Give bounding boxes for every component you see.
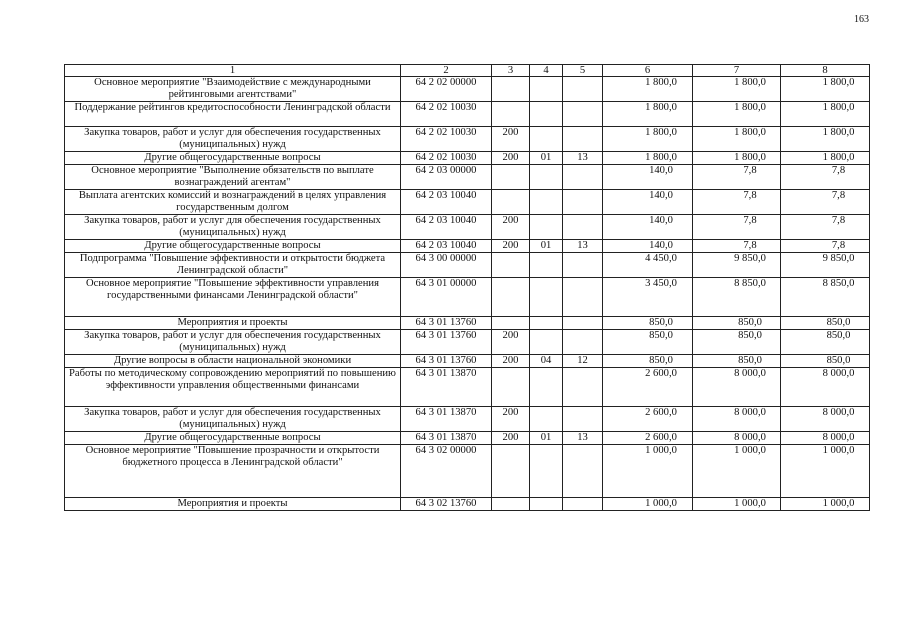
amount-col-8-cell: 1 800,0 [781,102,870,127]
header-row [65,65,870,77]
expense-type-cell: 200 [492,152,530,165]
section-cell [530,127,563,152]
target-code-cell: 64 3 01 13760 [401,330,492,355]
item-name-cell: Поддержание рейтингов кредитоспособности Ленинградской области [65,102,401,127]
expense-type-cell: 200 [492,355,530,368]
amount-col-7-cell: 1 000,0 [693,498,781,511]
section-cell [530,165,563,190]
header-col-6: 6 [603,65,693,77]
section-cell: 01 [530,240,563,253]
amount-col-8-cell: 8 000,0 [781,368,870,407]
subsection-cell [563,127,603,152]
item-name-cell: Закупка товаров, работ и услуг для обеспечения государственных (муниципальных) нужд [65,407,401,432]
target-code-cell: 64 3 01 13870 [401,368,492,407]
subsection-cell [563,498,603,511]
amount-col-8-cell: 7,8 [781,165,870,190]
expense-type-cell [492,77,530,102]
subsection-cell [563,407,603,432]
item-name-cell: Работы по методическому сопровождению мероприятий по повышению эффективности управления общественными финансами [65,368,401,407]
amount-col-8-cell: 8 000,0 [781,407,870,432]
table-row [65,127,870,152]
target-code-cell: 64 2 02 10030 [401,152,492,165]
amount-col-6-cell: 140,0 [603,240,693,253]
table-row [65,317,870,330]
subsection-cell: 12 [563,355,603,368]
table-row [65,368,870,407]
amount-col-6-cell: 850,0 [603,317,693,330]
expense-type-cell [492,368,530,407]
amount-col-7-cell: 850,0 [693,317,781,330]
amount-col-6-cell: 2 600,0 [603,368,693,407]
expense-type-cell [492,445,530,498]
item-name-cell: Другие вопросы в области национальной экономики [65,355,401,368]
amount-col-6-cell: 850,0 [603,355,693,368]
amount-col-6-cell: 1 800,0 [603,77,693,102]
amount-col-7-cell: 8 000,0 [693,432,781,445]
amount-col-8-cell: 9 850,0 [781,253,870,278]
amount-col-6-cell: 4 450,0 [603,253,693,278]
header-col-2: 2 [401,65,492,77]
subsection-cell [563,77,603,102]
subsection-cell [563,317,603,330]
expense-type-cell: 200 [492,432,530,445]
expense-type-cell: 200 [492,330,530,355]
amount-col-8-cell: 7,8 [781,215,870,240]
item-name-cell: Закупка товаров, работ и услуг для обеспечения государственных (муниципальных) нужд [65,215,401,240]
amount-col-7-cell: 1 800,0 [693,77,781,102]
amount-col-6-cell: 1 000,0 [603,498,693,511]
amount-col-8-cell: 850,0 [781,330,870,355]
amount-col-8-cell: 1 800,0 [781,152,870,165]
amount-col-8-cell: 1 000,0 [781,498,870,511]
amount-col-6-cell: 1 800,0 [603,127,693,152]
target-code-cell: 64 3 01 00000 [401,278,492,317]
table-row [65,330,870,355]
table-row [65,253,870,278]
subsection-cell [563,445,603,498]
subsection-cell [563,278,603,317]
table-row [65,240,870,253]
expense-type-cell: 200 [492,127,530,152]
target-code-cell: 64 3 01 13870 [401,407,492,432]
item-name-cell: Мероприятия и проекты [65,317,401,330]
subsection-cell [563,102,603,127]
expense-type-cell: 200 [492,407,530,432]
header-col-1: 1 [65,65,401,77]
amount-col-6-cell: 140,0 [603,165,693,190]
table-row [65,445,870,498]
amount-col-8-cell: 7,8 [781,190,870,215]
item-name-cell: Другие общегосударственные вопросы [65,432,401,445]
target-code-cell: 64 3 02 13760 [401,498,492,511]
amount-col-8-cell: 850,0 [781,355,870,368]
budget-table [64,64,870,511]
amount-col-6-cell: 140,0 [603,215,693,240]
target-code-cell: 64 3 00 00000 [401,253,492,278]
target-code-cell: 64 2 02 10030 [401,102,492,127]
table-row [65,278,870,317]
target-code-cell: 64 2 02 00000 [401,77,492,102]
target-code-cell: 64 2 02 10030 [401,127,492,152]
amount-col-7-cell: 7,8 [693,240,781,253]
amount-col-7-cell: 1 800,0 [693,152,781,165]
section-cell: 01 [530,432,563,445]
section-cell [530,190,563,215]
amount-col-8-cell: 8 850,0 [781,278,870,317]
amount-col-7-cell: 1 800,0 [693,102,781,127]
subsection-cell [563,165,603,190]
expense-type-cell [492,165,530,190]
amount-col-7-cell: 7,8 [693,215,781,240]
table-row [65,190,870,215]
subsection-cell: 13 [563,240,603,253]
table-row [65,432,870,445]
section-cell [530,278,563,317]
item-name-cell: Основное мероприятие "Взаимодействие с международными рейтинговыми агентствами" [65,77,401,102]
subsection-cell [563,215,603,240]
section-cell [530,445,563,498]
amount-col-7-cell: 850,0 [693,330,781,355]
header-col-5: 5 [563,65,603,77]
section-cell [530,498,563,511]
section-cell [530,330,563,355]
subsection-cell [563,330,603,355]
target-code-cell: 64 3 01 13870 [401,432,492,445]
expense-type-cell: 200 [492,240,530,253]
amount-col-8-cell: 1 800,0 [781,77,870,102]
amount-col-6-cell: 2 600,0 [603,432,693,445]
target-code-cell: 64 3 01 13760 [401,317,492,330]
amount-col-7-cell: 1 800,0 [693,127,781,152]
item-name-cell: Основное мероприятие "Повышение прозрачности и открытости бюджетного процесса в Ленинградской области" [65,445,401,498]
section-cell [530,102,563,127]
target-code-cell: 64 2 03 10040 [401,215,492,240]
amount-col-6-cell: 1 000,0 [603,445,693,498]
expense-type-cell [492,498,530,511]
amount-col-7-cell: 9 850,0 [693,253,781,278]
amount-col-6-cell: 3 450,0 [603,278,693,317]
amount-col-8-cell: 1 000,0 [781,445,870,498]
amount-col-7-cell: 8 000,0 [693,368,781,407]
section-cell: 04 [530,355,563,368]
target-code-cell: 64 2 03 10040 [401,240,492,253]
header-col-8: 8 [781,65,870,77]
section-cell [530,407,563,432]
amount-col-7-cell: 7,8 [693,190,781,215]
amount-col-7-cell: 8 000,0 [693,407,781,432]
subsection-cell [563,253,603,278]
item-name-cell: Подпрограмма "Повышение эффективности и открытости бюджета Ленинградской области" [65,253,401,278]
expense-type-cell [492,278,530,317]
header-col-7: 7 [693,65,781,77]
amount-col-6-cell: 140,0 [603,190,693,215]
section-cell: 01 [530,152,563,165]
amount-col-6-cell: 2 600,0 [603,407,693,432]
table-row [65,77,870,102]
table-row [65,355,870,368]
target-code-cell: 64 3 01 13760 [401,355,492,368]
amount-col-6-cell: 1 800,0 [603,102,693,127]
section-cell [530,317,563,330]
expense-type-cell [492,253,530,278]
target-code-cell: 64 2 03 00000 [401,165,492,190]
amount-col-7-cell: 7,8 [693,165,781,190]
table-row [65,498,870,511]
amount-col-6-cell: 1 800,0 [603,152,693,165]
item-name-cell: Основное мероприятие "Выполнение обязательств по выплате вознаграждений агентам" [65,165,401,190]
subsection-cell [563,368,603,407]
amount-col-7-cell: 8 850,0 [693,278,781,317]
item-name-cell: Другие общегосударственные вопросы [65,240,401,253]
table-row [65,102,870,127]
expense-type-cell [492,102,530,127]
amount-col-8-cell: 8 000,0 [781,432,870,445]
amount-col-7-cell: 850,0 [693,355,781,368]
header-col-3: 3 [492,65,530,77]
table-row [65,215,870,240]
amount-col-8-cell: 1 800,0 [781,127,870,152]
section-cell [530,77,563,102]
subsection-cell [563,190,603,215]
subsection-cell: 13 [563,152,603,165]
item-name-cell: Выплата агентских комиссий и вознаграждений в целях управления государственным долгом [65,190,401,215]
expense-type-cell [492,317,530,330]
table-row [65,407,870,432]
page-number: 163 [854,14,869,25]
amount-col-6-cell: 850,0 [603,330,693,355]
amount-col-8-cell: 850,0 [781,317,870,330]
item-name-cell: Другие общегосударственные вопросы [65,152,401,165]
item-name-cell: Мероприятия и проекты [65,498,401,511]
target-code-cell: 64 3 02 00000 [401,445,492,498]
item-name-cell: Закупка товаров, работ и услуг для обеспечения государственных (муниципальных) нужд [65,330,401,355]
item-name-cell: Основное мероприятие "Повышение эффективности управления государственными финансами Ленинградской области" [65,278,401,317]
amount-col-8-cell: 7,8 [781,240,870,253]
header-col-4: 4 [530,65,563,77]
expense-type-cell [492,190,530,215]
amount-col-7-cell: 1 000,0 [693,445,781,498]
section-cell [530,253,563,278]
section-cell [530,215,563,240]
section-cell [530,368,563,407]
table-row [65,152,870,165]
target-code-cell: 64 2 03 10040 [401,190,492,215]
item-name-cell: Закупка товаров, работ и услуг для обеспечения государственных (муниципальных) нужд [65,127,401,152]
subsection-cell: 13 [563,432,603,445]
expense-type-cell: 200 [492,215,530,240]
table-row [65,165,870,190]
